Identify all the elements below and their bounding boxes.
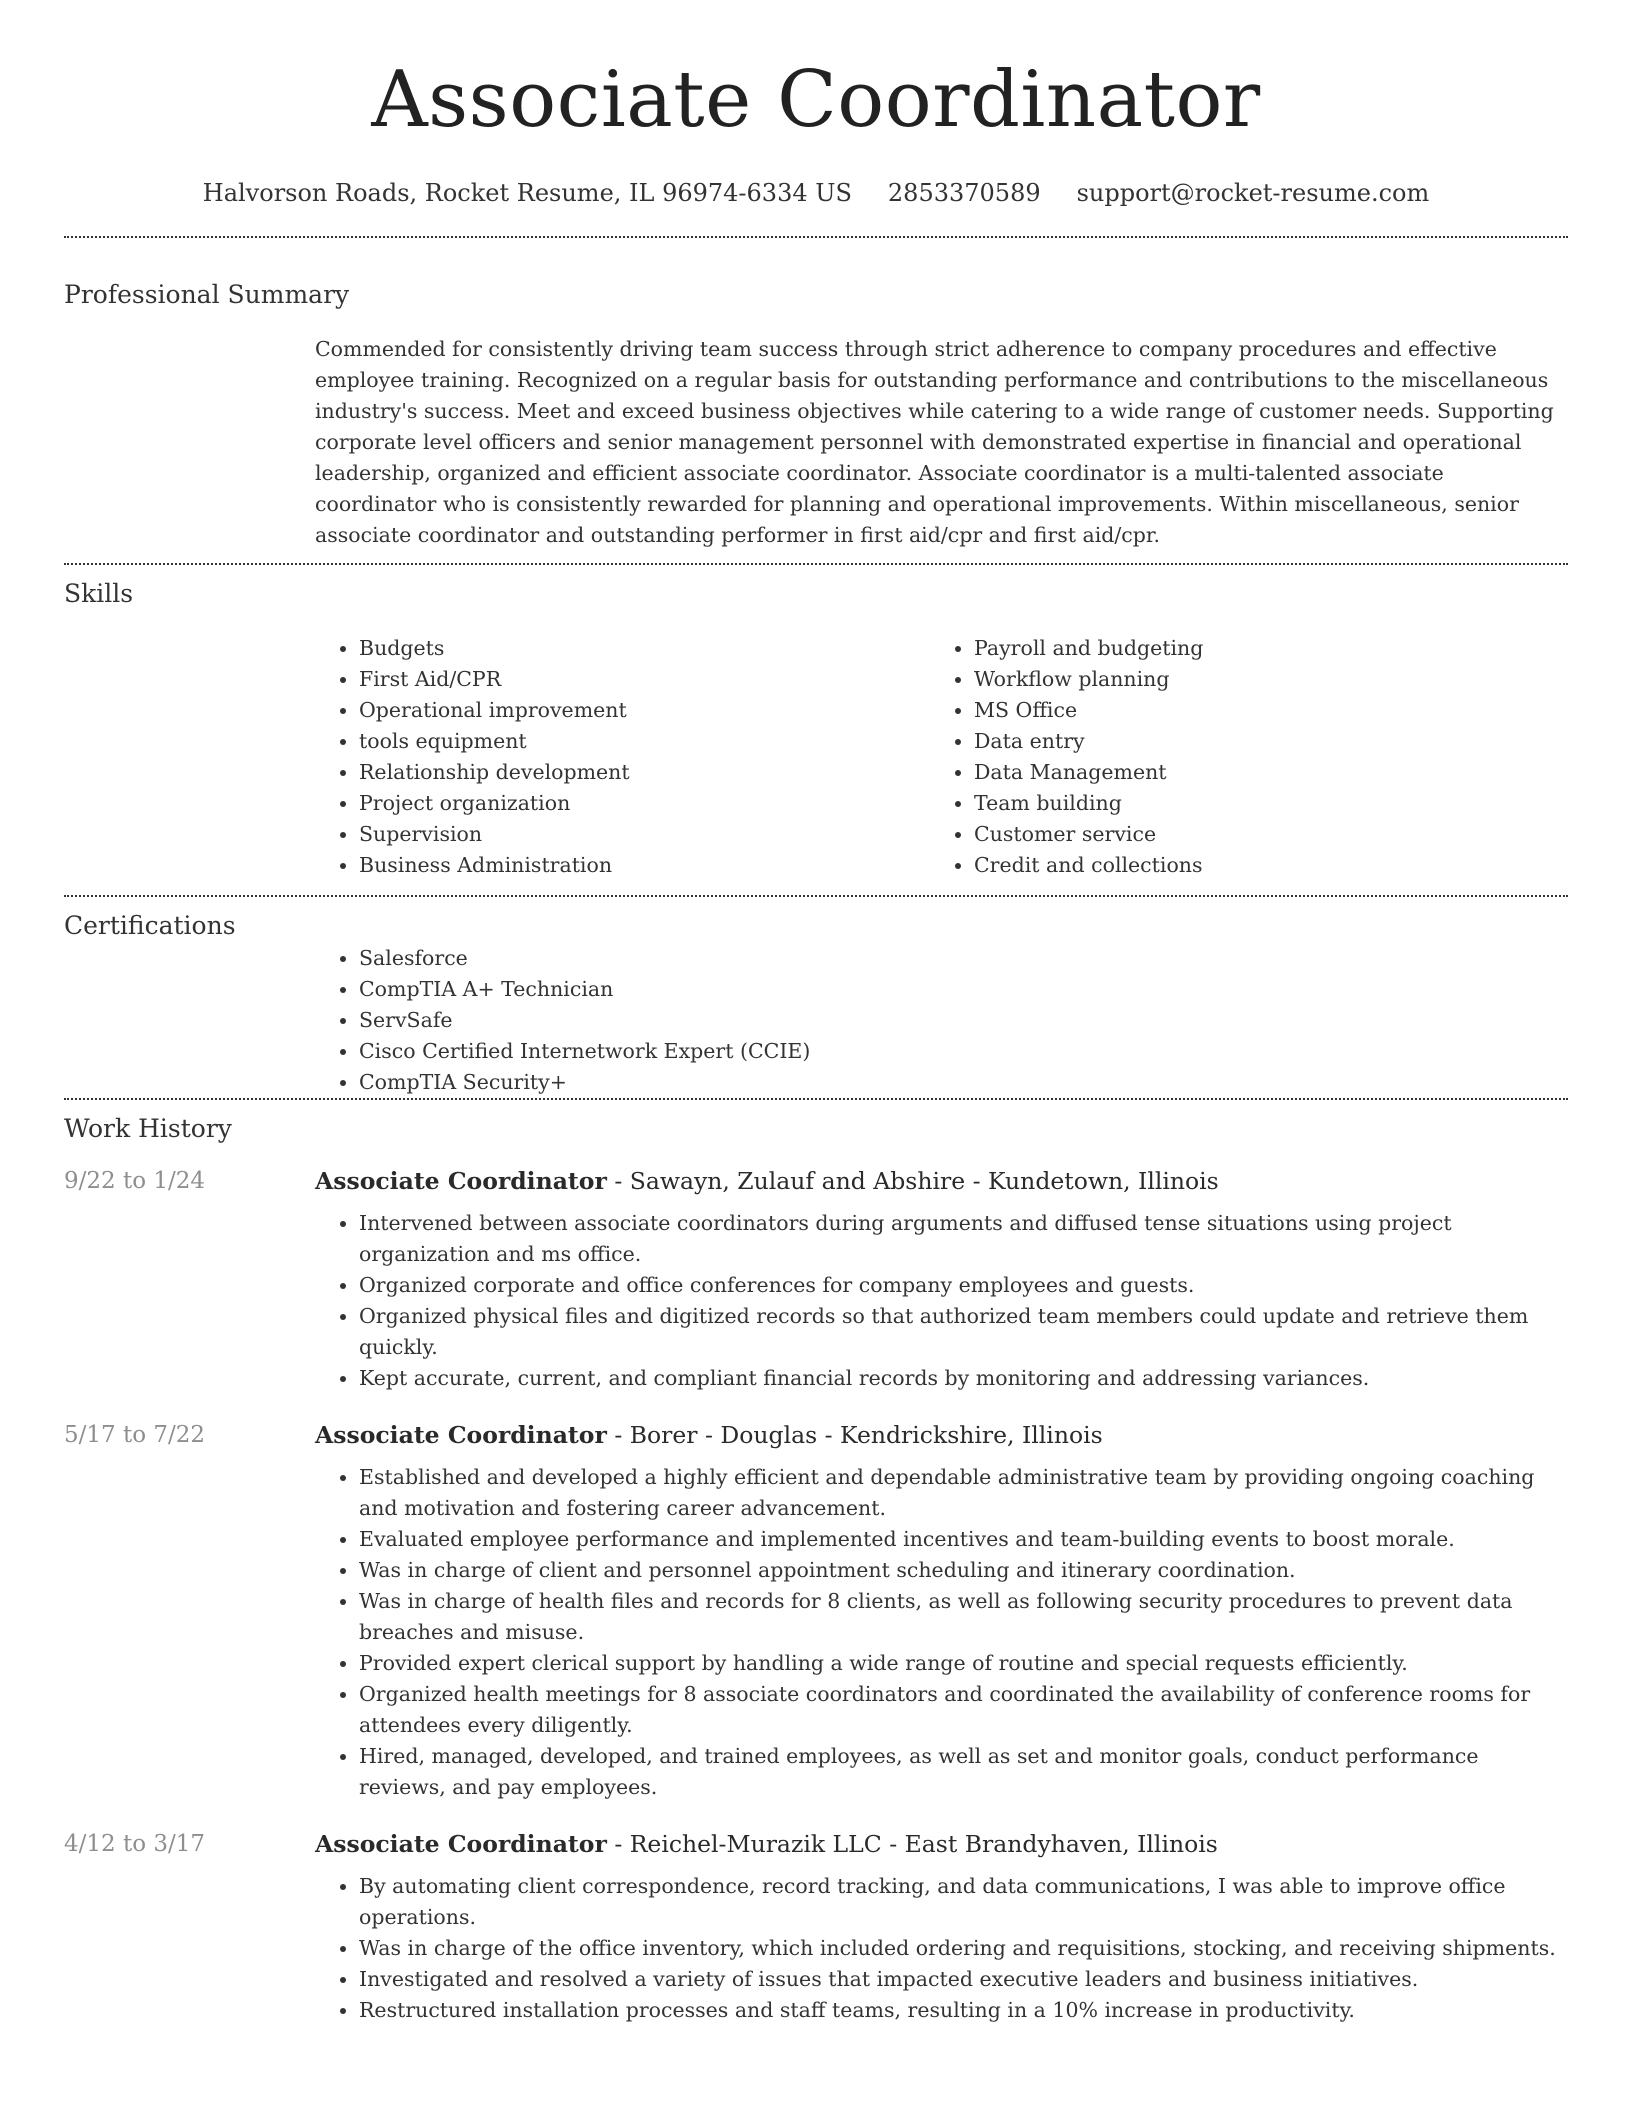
job-bullet: • By automating client correspondence, record tracking, and data communications, I was able to improve office operations.: [359, 1871, 1568, 1933]
summary-text: Commended for consistently driving team success through strict adherence to company procedures and effective employee training. Recognized on a regular basis for outstanding performance and contributions to the miscellaneous industry's success. Meet and exceed business objectives while catering to a wide range of customer needs. Supporting corporate level officers and senior management personnel with demonstrated expertise in financial and operational leadership, organized and efficient associate coordinator. Associate coordinator is a multi-talented associate coordinator who is consistently rewarded for planning and operational improvements. Within miscellaneous, senior associate coordinator and outstanding performer in first aid/cpr and first aid/cpr.: [315, 337, 1554, 547]
skill-item: • Relationship development: [359, 757, 930, 788]
skills-section: [64, 565, 1568, 881]
job-bullet: • Investigated and resolved a variety of issues that impacted executive leaders and business initiatives.: [359, 1964, 1568, 1995]
skill-item: • Project organization: [359, 788, 930, 819]
job-bullet: • Intervened between associate coordinators during arguments and diffused tense situations using project organization and ms office.: [359, 1208, 1568, 1270]
job-role: Associate Coordinator: [315, 1830, 607, 1858]
skill-item: • Supervision: [359, 819, 930, 850]
job-bullet: • Established and developed a highly efficient and dependable administrative team by providing ongoing coaching and motivation and fostering career advancement.: [359, 1462, 1568, 1524]
resume-page: [64, 0, 1568, 2026]
summary-section: [64, 238, 1568, 551]
job-title: [315, 1164, 1568, 1198]
certifications-section: [64, 897, 1568, 1098]
work-history-heading: Work History: [64, 1114, 232, 1143]
job-date: 5/17 to 7/22: [64, 1422, 206, 1448]
job-bullet: • Organized corporate and office conferences for company employees and guests.: [359, 1270, 1568, 1301]
job-role: Associate Coordinator: [315, 1421, 607, 1449]
job-entry: [64, 1164, 1568, 1394]
job-employer: - Sawayn, Zulauf and Abshire - Kundetown, Illinois: [606, 1167, 1219, 1195]
job-bullet: • Organized physical files and digitized records so that authorized team members could update and retrieve them quickly.: [359, 1301, 1568, 1363]
skill-item: • tools equipment: [359, 726, 930, 757]
contact-address: Halvorson Roads, Rocket Resume, IL 96974-6334 US: [202, 179, 852, 207]
skill-item: • Data entry: [974, 726, 1545, 757]
summary-heading: Professional Summary: [64, 280, 350, 309]
job-bullets: [315, 1871, 1568, 2026]
job-entry: [64, 1827, 1568, 2026]
skill-item: • Credit and collections: [974, 850, 1545, 881]
job-date: 4/12 to 3/17: [64, 1831, 206, 1857]
job-bullet: • Kept accurate, current, and compliant financial records by monitoring and addressing variances.: [359, 1363, 1568, 1394]
skill-item: • Budgets: [359, 633, 930, 664]
job-employer: - Borer - Douglas - Kendrickshire, Illinois: [606, 1421, 1103, 1449]
job-bullet: • Was in charge of the office inventory, which included ordering and requisitions, stocking, and receiving shipments.: [359, 1933, 1568, 1964]
job-title: [315, 1827, 1568, 1861]
job-bullets: [315, 1462, 1568, 1803]
contact-phone: 2853370589: [887, 179, 1041, 207]
job-bullet: • Was in charge of health files and records for 8 clients, as well as following security procedures to prevent data breaches and misuse.: [359, 1586, 1568, 1648]
skill-item: • Data Management: [974, 757, 1545, 788]
job-date: 9/22 to 1/24: [64, 1168, 206, 1194]
skill-item: • First Aid/CPR: [359, 664, 930, 695]
certification-item: • Salesforce: [359, 943, 1568, 974]
job-employer: - Reichel-Murazik LLC - East Brandyhaven, Illinois: [606, 1830, 1218, 1858]
candidate-name: Associate Coordinator: [371, 55, 1261, 145]
skill-item: • Payroll and budgeting: [974, 633, 1545, 664]
job-bullet: • Organized health meetings for 8 associate coordinators and coordinated the availability of conference rooms for attendees every diligently.: [359, 1679, 1568, 1741]
job-entry: [64, 1418, 1568, 1803]
job-role: Associate Coordinator: [315, 1167, 607, 1195]
job-bullet: • Was in charge of client and personnel appointment scheduling and itinerary coordination.: [359, 1555, 1568, 1586]
skill-item: • Team building: [974, 788, 1545, 819]
certification-item: • Cisco Certified Internetwork Expert (CCIE): [359, 1036, 1568, 1067]
job-bullet: • Evaluated employee performance and implemented incentives and team-building events to boost morale.: [359, 1524, 1568, 1555]
skill-item: • Customer service: [974, 819, 1545, 850]
job-bullet: • Restructured installation processes and staff teams, resulting in a 10% increase in productivity.: [359, 1995, 1568, 2026]
skill-item: • Workflow planning: [974, 664, 1545, 695]
certification-item: • CompTIA Security+: [359, 1067, 1568, 1098]
job-bullet: • Hired, managed, developed, and trained employees, as well as set and monitor goals, conduct performance reviews, and pay employees.: [359, 1741, 1568, 1803]
skill-item: • MS Office: [974, 695, 1545, 726]
job-bullets: [315, 1208, 1568, 1394]
contact-email: support@rocket-resume.com: [1076, 179, 1430, 207]
certifications-heading: Certifications: [64, 911, 236, 940]
skills-list-left: [315, 633, 930, 881]
job-title: [315, 1418, 1568, 1452]
contact-line: [64, 176, 1568, 210]
work-history-section: [64, 1100, 1568, 2026]
certification-item: • ServSafe: [359, 1005, 1568, 1036]
skills-heading: Skills: [64, 579, 134, 608]
skills-list-right: [930, 633, 1545, 881]
certification-item: • CompTIA A+ Technician: [359, 974, 1568, 1005]
skill-item: • Operational improvement: [359, 695, 930, 726]
skill-item: • Business Administration: [359, 850, 930, 881]
certifications-list: [315, 943, 1568, 1098]
job-bullet: • Provided expert clerical support by handling a wide range of routine and special requests efficiently.: [359, 1648, 1568, 1679]
